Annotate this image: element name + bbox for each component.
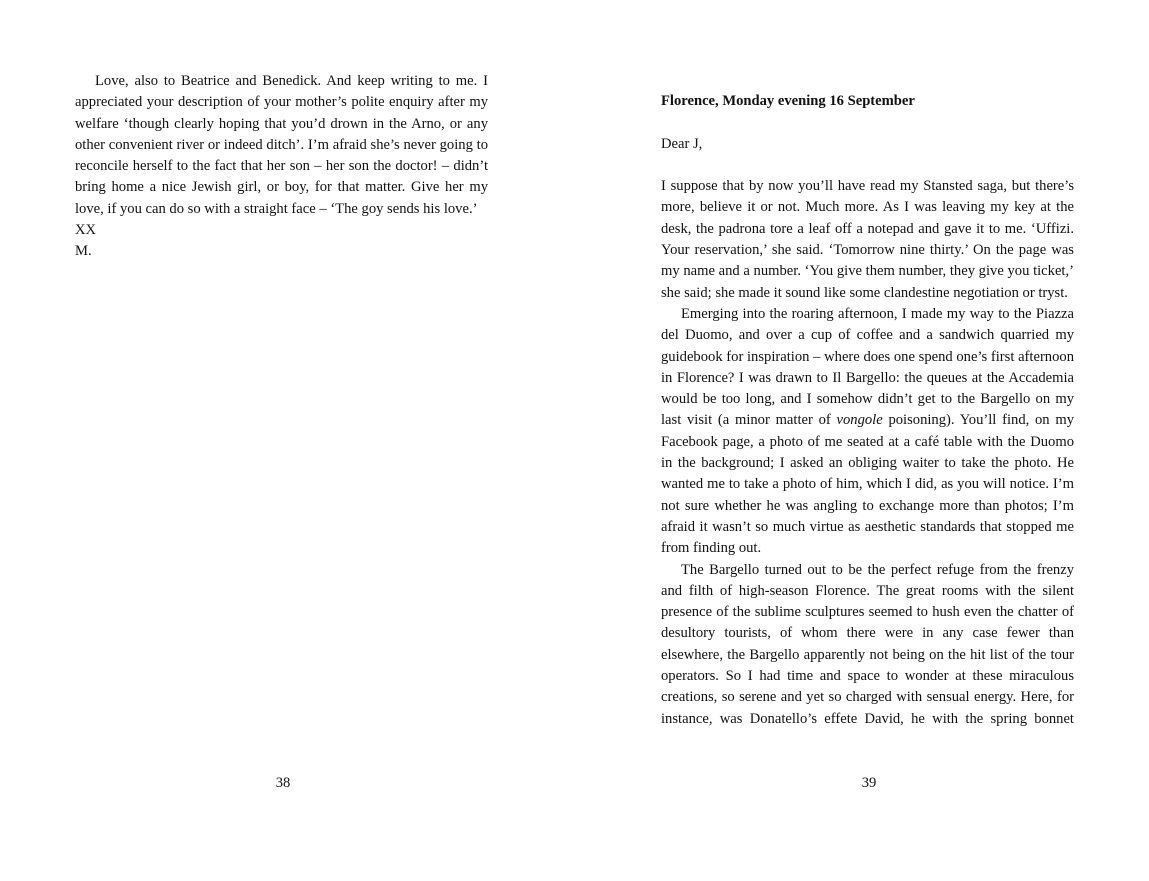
page-number-left: 38	[275, 775, 291, 791]
body-paragraph-2	[661, 304, 1074, 560]
italic-word: vongole	[836, 412, 883, 429]
body-paragraph-3: The Bargello turned out to be the perfect refuge from the frenzy and filth of high-season Florence. The great rooms with the silent presence of the sublime sculptures seemed to hush even the chatter of desultory tourists, of whom there were in any case fewer than elsewhere, the Bargello apparently not being on the hit list of the tour operators. So I had time and space to wonder at these miraculous creations, so serene and yet so charged with sensual energy. Here, for instance, was Donatello’s effete David, he with the spring bonnet	[661, 561, 1074, 727]
page-number-right: 39	[861, 775, 877, 791]
body-paragraph-2-part-b: poisoning). You’ll find, on my Facebook page, a photo of me seated at a café table with the Duomo in the background; I asked an obliging waiter to take the photo. He wanted me to take a photo of him, which I did, as you will notice. I’m not sure whether he was angling to exchange more than photos; I’m afraid it wasn’t so much virtue as aesthetic standards that stopped me from finding out.	[661, 412, 1074, 557]
right-page-text	[661, 91, 1074, 730]
letter-heading: Florence, Monday evening 16 September	[661, 93, 915, 109]
signature: M.	[75, 243, 92, 260]
body-paragraph-2-part-a: Emerging into the roaring afternoon, I made my way to the Piazza del Duomo, and over a cup of coffee and a sandwich quarried my guidebook for inspiration – where does one spend one’s first afternoon in Florence? I was drawn to Il Bargello: the queues at the Accademia would be too long, and I somehow didn’t get to the Bargello on my last visit (a minor matter of	[661, 305, 1074, 429]
kisses: XX	[75, 222, 97, 239]
left-page-text	[75, 71, 488, 263]
salutation: Dear J,	[661, 135, 703, 152]
closing-paragraph: Love, also to Beatrice and Benedick. And keep writing to me. I appreciated your description of your mother’s polite enquiry after my welfare ‘though clearly hoping that you’d drown in the Arno, or any other convenient river or indeed ditch’. I’m afraid she’s never going to reconcile herself to the fact that her son – her son the doctor! – didn’t bring home a nice Jewish girl, or boy, for that matter. Give her my love, if you can do so with a straight face – ‘The goy sends his love.’	[75, 73, 488, 217]
body-paragraph-1: I suppose that by now you’ll have read my Stansted saga, but there’s more, believe it or not. Much more. As I was leaving my key at the desk, the padrona tore a leaf off a notepad and gave it to me. ‘Uffizi. Your reservation,’ she said. ‘Tomorrow nine thirty.’ On the page was my name and a number. ‘You give them number, they give you ticket,’ she said; she made it sound like some clandestine negotiation or tryst.	[661, 178, 1074, 301]
